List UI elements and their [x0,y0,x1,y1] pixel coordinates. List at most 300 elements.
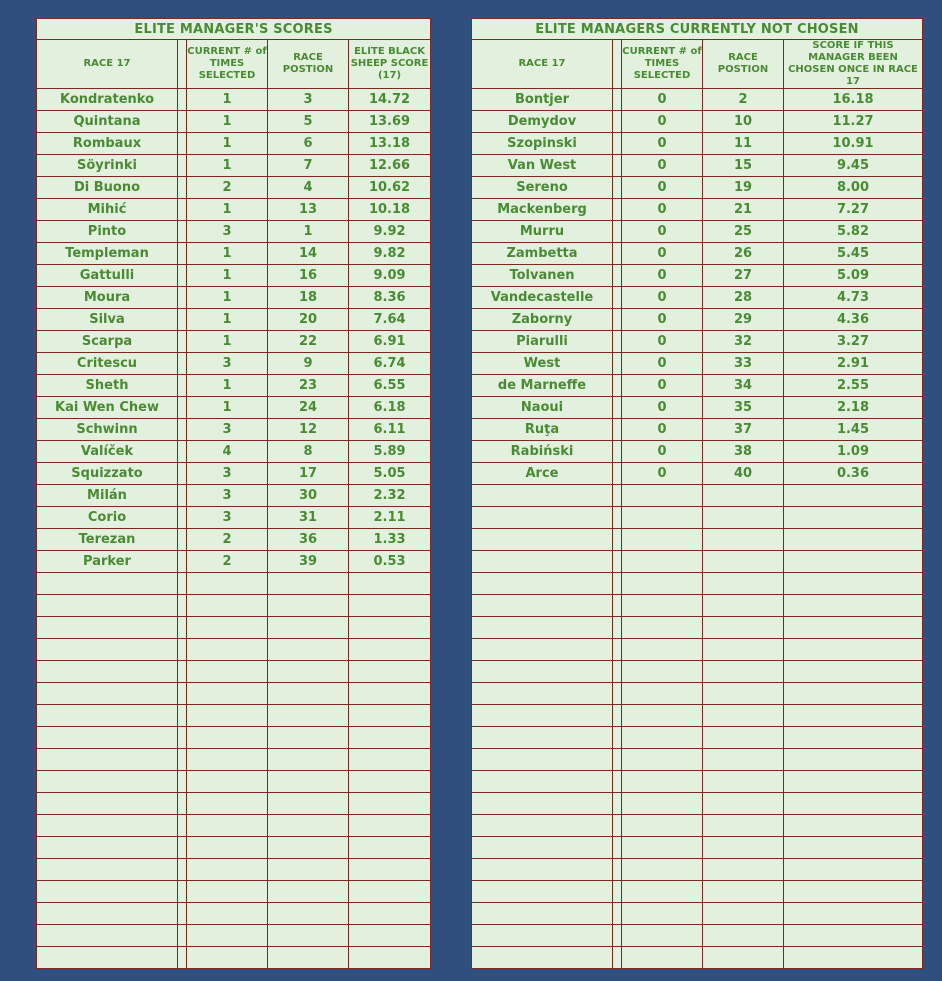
score-cell [349,837,431,859]
empty-row [472,947,923,969]
empty-row [472,859,923,881]
right-header-spacer [613,40,622,89]
manager-name-cell [472,595,613,617]
manager-name-cell [37,881,178,903]
race-position-cell: 38 [703,441,784,463]
spacer-cell [613,859,622,881]
race-position-cell [703,573,784,595]
table-row [37,419,431,441]
times-selected-cell [622,793,703,815]
table-row [37,463,431,485]
empty-row [37,617,431,639]
manager-name-cell: Critescu [37,353,178,375]
race-position-cell [703,507,784,529]
race-position-cell: 25 [703,221,784,243]
times-selected-cell: 0 [622,221,703,243]
spacer-cell [613,265,622,287]
times-selected-cell [622,881,703,903]
race-position-cell: 9 [268,353,349,375]
race-position-cell [703,925,784,947]
spacer-cell [613,331,622,353]
race-position-cell: 6 [268,133,349,155]
left-header-race: RACE 17 [37,40,178,89]
score-cell: 16.18 [784,89,923,111]
spacer-cell [613,749,622,771]
race-position-cell: 15 [703,155,784,177]
table-row [472,265,923,287]
race-position-cell [703,705,784,727]
times-selected-cell: 1 [187,155,268,177]
empty-row [472,903,923,925]
score-cell [349,749,431,771]
table-row [37,177,431,199]
times-selected-cell: 1 [187,89,268,111]
spacer-cell [613,617,622,639]
table-row [472,155,923,177]
empty-row [37,639,431,661]
race-position-cell [703,639,784,661]
manager-name-cell: Milán [37,485,178,507]
spacer-cell [178,595,187,617]
score-cell [784,639,923,661]
race-position-cell: 21 [703,199,784,221]
race-position-cell [268,727,349,749]
spacer-cell [178,375,187,397]
spacer-cell [178,331,187,353]
manager-name-cell [37,595,178,617]
times-selected-cell: 0 [622,133,703,155]
table-row [37,397,431,419]
spacer-cell [178,111,187,133]
spacer-cell [613,397,622,419]
elite-scores-table [36,18,431,969]
spacer-cell [178,463,187,485]
table-row [37,353,431,375]
times-selected-cell [187,617,268,639]
score-cell: 0.53 [349,551,431,573]
manager-name-cell: Corio [37,507,178,529]
table-row [472,331,923,353]
times-selected-cell: 0 [622,331,703,353]
manager-name-cell: Scarpa [37,331,178,353]
empty-row [472,661,923,683]
race-position-cell: 35 [703,397,784,419]
table-row [37,155,431,177]
times-selected-cell: 0 [622,419,703,441]
score-cell [784,859,923,881]
spacer-cell [613,705,622,727]
empty-row [472,837,923,859]
times-selected-cell [187,925,268,947]
race-position-cell: 34 [703,375,784,397]
spacer-cell [178,573,187,595]
race-position-cell [703,903,784,925]
manager-name-cell: Parker [37,551,178,573]
empty-row [37,573,431,595]
times-selected-cell: 0 [622,353,703,375]
manager-name-cell [37,859,178,881]
race-position-cell [268,595,349,617]
spacer-cell [613,463,622,485]
empty-row [472,639,923,661]
manager-name-cell: West [472,353,613,375]
manager-name-cell [37,705,178,727]
score-cell [349,705,431,727]
empty-row [472,793,923,815]
table-row [37,111,431,133]
times-selected-cell [622,683,703,705]
race-position-cell [268,947,349,969]
race-position-cell: 39 [268,551,349,573]
spacer-cell [613,221,622,243]
right-header-score: SCORE IF THIS MANAGER BEEN CHOSEN ONCE IN RACE 17 [784,40,923,89]
times-selected-cell: 1 [187,265,268,287]
spacer-cell [613,683,622,705]
race-position-cell: 20 [268,309,349,331]
race-position-cell [703,683,784,705]
manager-name-cell: Piarulli [472,331,613,353]
manager-name-cell: Di Buono [37,177,178,199]
race-position-cell: 18 [268,287,349,309]
race-position-cell: 2 [703,89,784,111]
times-selected-cell [622,815,703,837]
manager-name-cell [472,859,613,881]
empty-row [37,661,431,683]
score-cell [349,683,431,705]
score-cell [784,727,923,749]
table-row [37,199,431,221]
score-cell: 5.89 [349,441,431,463]
spacer-cell [613,441,622,463]
score-cell: 2.91 [784,353,923,375]
table-row [472,441,923,463]
empty-row [472,815,923,837]
table-row [37,529,431,551]
table-row [472,463,923,485]
empty-row [37,837,431,859]
spacer-cell [178,683,187,705]
manager-name-cell [472,881,613,903]
spacer-cell [613,199,622,221]
times-selected-cell: 1 [187,287,268,309]
manager-name-cell: Murru [472,221,613,243]
score-cell: 9.45 [784,155,923,177]
race-position-cell: 5 [268,111,349,133]
manager-name-cell: Zaborny [472,309,613,331]
times-selected-cell: 4 [187,441,268,463]
times-selected-cell [187,661,268,683]
times-selected-cell: 0 [622,89,703,111]
manager-name-cell [472,639,613,661]
right-header-race: RACE 17 [472,40,613,89]
score-cell [784,573,923,595]
race-position-cell [268,683,349,705]
spacer-cell [178,859,187,881]
score-cell: 6.55 [349,375,431,397]
manager-name-cell: Silva [37,309,178,331]
spacer-cell [178,551,187,573]
score-cell [349,947,431,969]
race-position-cell: 33 [703,353,784,375]
race-position-cell [703,727,784,749]
spacer-cell [178,925,187,947]
race-position-cell: 26 [703,243,784,265]
spacer-cell [178,221,187,243]
times-selected-cell [187,749,268,771]
score-cell: 5.82 [784,221,923,243]
score-cell [784,881,923,903]
spacer-cell [613,815,622,837]
table-row [37,133,431,155]
not-chosen-table [471,18,923,969]
manager-name-cell: Pinto [37,221,178,243]
empty-row [472,595,923,617]
race-position-cell [268,749,349,771]
manager-name-cell: Squizzato [37,463,178,485]
times-selected-cell: 0 [622,243,703,265]
race-position-cell: 30 [268,485,349,507]
race-position-cell [703,815,784,837]
manager-name-cell [472,683,613,705]
race-position-cell: 28 [703,287,784,309]
race-position-cell: 36 [268,529,349,551]
manager-name-cell: Kondratenko [37,89,178,111]
spacer-cell [178,243,187,265]
race-position-cell: 10 [703,111,784,133]
manager-name-cell [37,639,178,661]
score-cell: 13.69 [349,111,431,133]
score-cell: 2.18 [784,397,923,419]
spacer-cell [613,551,622,573]
times-selected-cell: 3 [187,221,268,243]
table-row [37,265,431,287]
table-row [472,221,923,243]
race-position-cell [703,529,784,551]
manager-name-cell [472,793,613,815]
race-position-cell: 16 [268,265,349,287]
spacer-cell [178,485,187,507]
spacer-cell [613,595,622,617]
race-position-cell: 3 [268,89,349,111]
race-position-cell [703,837,784,859]
times-selected-cell: 0 [622,177,703,199]
score-cell [349,925,431,947]
spacer-cell [613,243,622,265]
score-cell [784,683,923,705]
times-selected-cell: 1 [187,331,268,353]
spacer-cell [613,419,622,441]
spacer-cell [178,529,187,551]
spacer-cell [613,727,622,749]
times-selected-cell [187,639,268,661]
race-position-cell: 23 [268,375,349,397]
times-selected-cell [187,793,268,815]
race-position-cell [703,859,784,881]
empty-row [37,947,431,969]
spacer-cell [178,353,187,375]
times-selected-cell [187,771,268,793]
manager-name-cell [37,903,178,925]
race-position-cell: 40 [703,463,784,485]
race-position-cell: 24 [268,397,349,419]
score-cell: 11.27 [784,111,923,133]
times-selected-cell [187,837,268,859]
table-row [472,111,923,133]
race-position-cell [703,749,784,771]
manager-name-cell [472,947,613,969]
left-header-score: ELITE BLACK SHEEP SCORE (17) [349,40,431,89]
manager-name-cell [37,925,178,947]
race-position-cell: 14 [268,243,349,265]
spacer-cell [613,309,622,331]
manager-name-cell: Valíček [37,441,178,463]
times-selected-cell [187,705,268,727]
score-cell: 0.36 [784,463,923,485]
spacer-cell [613,375,622,397]
score-cell [784,705,923,727]
left-table-title: ELITE MANAGER'S SCORES [37,19,431,40]
manager-name-cell: Gattulli [37,265,178,287]
times-selected-cell [622,705,703,727]
empty-row [472,705,923,727]
times-selected-cell [622,595,703,617]
manager-name-cell [37,947,178,969]
spacer-cell [178,639,187,661]
spacer-cell [613,639,622,661]
score-cell: 14.72 [349,89,431,111]
manager-name-cell [472,507,613,529]
empty-row [472,881,923,903]
score-cell [349,639,431,661]
empty-row [37,859,431,881]
empty-row [37,749,431,771]
empty-row [472,617,923,639]
table-row [37,89,431,111]
spacer-cell [178,89,187,111]
score-cell [349,727,431,749]
spacer-cell [613,881,622,903]
times-selected-cell [622,551,703,573]
table-row [37,243,431,265]
race-position-cell [703,485,784,507]
race-position-cell [703,881,784,903]
manager-name-cell [472,485,613,507]
score-cell [349,617,431,639]
table-row [472,89,923,111]
table-row [472,177,923,199]
times-selected-cell: 0 [622,287,703,309]
spacer-cell [178,617,187,639]
spacer-cell [178,749,187,771]
race-position-cell [268,859,349,881]
spacer-cell [613,111,622,133]
score-cell [784,661,923,683]
spacer-cell [178,727,187,749]
score-cell: 8.36 [349,287,431,309]
race-position-cell: 7 [268,155,349,177]
times-selected-cell [622,573,703,595]
times-selected-cell: 2 [187,551,268,573]
race-position-cell: 1 [268,221,349,243]
spacer-cell [178,133,187,155]
race-position-cell: 8 [268,441,349,463]
score-cell [784,925,923,947]
race-position-cell [703,771,784,793]
race-position-cell: 17 [268,463,349,485]
score-cell [784,595,923,617]
race-position-cell: 13 [268,199,349,221]
times-selected-cell [187,683,268,705]
empty-row [472,507,923,529]
times-selected-cell [622,485,703,507]
empty-row [37,881,431,903]
manager-name-cell [472,661,613,683]
manager-name-cell [37,837,178,859]
score-cell: 9.82 [349,243,431,265]
manager-name-cell: de Marneffe [472,375,613,397]
table-row [472,199,923,221]
race-position-cell: 22 [268,331,349,353]
spacer-cell [178,441,187,463]
spacer-cell [613,661,622,683]
score-cell [784,771,923,793]
times-selected-cell [622,749,703,771]
spacer-cell [178,881,187,903]
empty-row [472,925,923,947]
spacer-cell [613,903,622,925]
score-cell [349,595,431,617]
table-row [37,287,431,309]
spacer-cell [178,265,187,287]
score-cell: 7.27 [784,199,923,221]
times-selected-cell [622,947,703,969]
times-selected-cell: 0 [622,155,703,177]
manager-name-cell: Zambetta [472,243,613,265]
right-header-race-position: RACE POSTION [703,40,784,89]
table-row [472,243,923,265]
score-cell: 1.33 [349,529,431,551]
times-selected-cell: 0 [622,111,703,133]
table-row [37,375,431,397]
race-position-cell: 29 [703,309,784,331]
times-selected-cell: 1 [187,243,268,265]
manager-name-cell [472,903,613,925]
score-cell [349,903,431,925]
score-cell [784,815,923,837]
times-selected-cell [187,573,268,595]
empty-row [472,683,923,705]
spacer-cell [178,815,187,837]
times-selected-cell [187,727,268,749]
manager-name-cell: Szopinski [472,133,613,155]
race-position-cell: 19 [703,177,784,199]
spacer-cell [178,705,187,727]
score-cell [784,551,923,573]
race-position-cell: 27 [703,265,784,287]
score-cell: 6.74 [349,353,431,375]
score-cell: 13.18 [349,133,431,155]
times-selected-cell [622,771,703,793]
manager-name-cell: Rabiński [472,441,613,463]
times-selected-cell [622,529,703,551]
manager-name-cell [472,529,613,551]
times-selected-cell: 3 [187,419,268,441]
score-cell: 6.91 [349,331,431,353]
spacer-cell [178,199,187,221]
spacer-cell [613,771,622,793]
times-selected-cell [622,903,703,925]
table-row [472,353,923,375]
